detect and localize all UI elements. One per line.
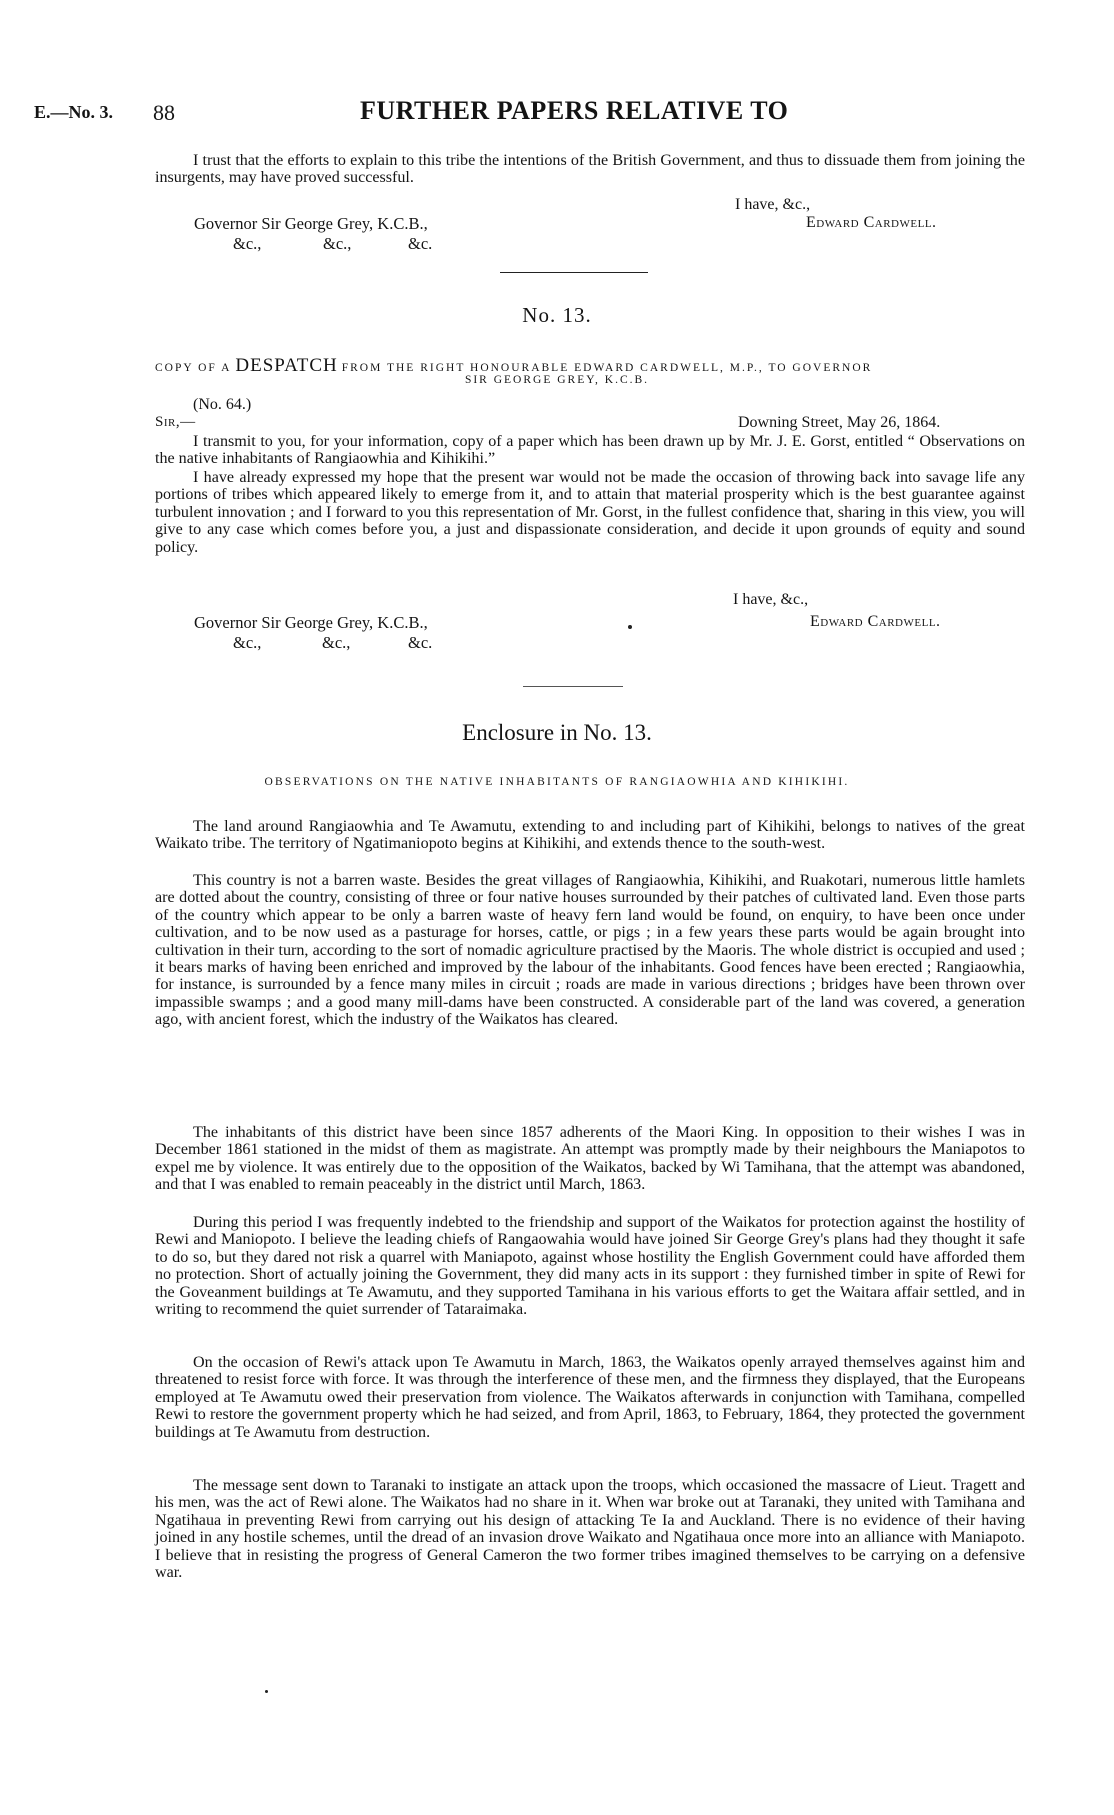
enclosure-paragraph-6: The message sent down to Taranaki to instigate an attack upon the troops, which occasioned the massacre of Lieut. Tragett and his men, was the act of Rewi alone. The Waikatos had no share in it. When war broke out at Taranaki, they united with Tamihana and Ngatihaua in preventing Rewi from carrying out his design of attacking Te Ia and Auckland. There is no evidence of their having joined in any hostile schemes, until the dread of an invasion drove Waikato and Ngatihaua once more into an alliance with Maniapoto. I believe that in resisting the progress of General Cameron the two former tribes imagined themselves to be carrying on a defensive war. xyxy=(155,1477,1025,1582)
despatch-title-prefix: COPY OF A xyxy=(155,362,232,374)
despatch-paragraph-2: I have already expressed my hope that the present war would not be made the occasion of throwing back into savage life any portions of tribes which appeared likely to emerge from it, and to attain that material prosperity which is the best guarantee against turbulent innovation ; and I forward to you this representation of Mr. Gorst, in the fullest confidence that, sharing in this view, you will give to any case which comes before you, a just and dispassionate consideration, and decide it upon grounds of equity and sound policy. xyxy=(155,469,1025,556)
section-divider xyxy=(500,272,648,273)
prev-letter-signature: Edward Cardwell. xyxy=(806,214,937,231)
enclosure-subtitle: OBSERVATIONS ON THE NATIVE INHABITANTS OF RANGIAOWHIA AND KIHIKIHI. xyxy=(264,776,850,788)
enclosure-paragraph-4: During this period I was frequently indebted to the friendship and support of the Waikatos for protection against the hostility of Rewi and Maniopoto. I believe the leading chiefs of Rangaowahia would have joined Sir George Grey's plans had they thought it safe to do so, but they dared not risk a quarrel with Maniapoto, against whose hostility the English Government could have afforded them no protection. Short of actually joining the Government, they did many acts in its support : they furnished timber in spite of Rewi for the Goveanment buildings at Te Awamutu, and they supported Tamihana in his various efforts to get the Waitara affair settled, and in writing to recommend the quiet surrender of Tataraimaka. xyxy=(155,1214,1025,1319)
despatch-signature: Edward Cardwell. xyxy=(810,613,941,630)
despatch-title-word: DESPATCH xyxy=(235,355,338,376)
despatch-number-ref: (No. 64.) xyxy=(193,396,252,413)
despatch-title-line-2: SIR GEORGE GREY, K.C.B. xyxy=(464,374,650,386)
despatch-etc-3: &c. xyxy=(408,633,433,652)
stray-mark xyxy=(628,625,632,629)
despatch-etc-2: &c., xyxy=(322,633,351,652)
page-title: FURTHER PAPERS RELATIVE TO xyxy=(360,96,789,125)
enclosure-paragraph-1: The land around Rangiaowhia and Te Awamutu, extending to and including part of Kihikihi, belongs to natives of the great Waikato tribe. The territory of Ngatimaniopoto begins at Kihikihi, and extends thence to the south-west. xyxy=(155,818,1025,853)
stray-mark-bottom xyxy=(265,1690,268,1693)
prev-letter-closing: I have, &c., xyxy=(735,196,811,213)
despatch-number: No. 13. xyxy=(522,303,592,327)
enclosure-paragraph-2: This country is not a barren waste. Besides the great villages of Rangiaowhia, Kihikihi, and Ruakotari, numerous little hamlets are dotted about the country, consisting of three or four native houses surrounded by their patches of cultivated land. Even those parts of the country which appear to be only a barren waste of heavy fern land would be found, on enquiry, to have been once under cultivation, and to be now used as a pasturage for horses, cattle, or pigs ; in a few years these parts would be again brought into cultivation in their turn, according to the sort of nomadic agriculture practised by the Maoris. The whole district is occupied and used ; it bears marks of having been enriched and improved by the labour of the inhabitants. Good fences have been erected ; Rangiaowhia, for instance, is surrounded by a fence many miles in circuit ; roads are made in various directions ; bridges have been thrown over impassible swamps ; and a good many mill-dams have been constructed. A considerable part of the land was covered, a generation ago, with ancient forest, which the industry of the Waikatos has cleared. xyxy=(155,872,1025,1029)
despatch-place-date: Downing Street, May 26, 1864. xyxy=(738,414,941,431)
prev-letter-addressee: Governor Sir George Grey, K.C.B., xyxy=(194,214,428,233)
enclosure-heading: Enclosure in No. 13. xyxy=(462,720,652,745)
despatch-salutation: Sir,— xyxy=(155,414,196,430)
despatch-paragraph-1: I transmit to you, for your information, copy of a paper which has been drawn up by Mr. J. E. Gorst, entitled “ Observations on the native inhabitants of Rangiaowhia and Kihikihi.” xyxy=(155,433,1025,468)
page-number: 88 xyxy=(153,100,175,125)
despatch-closing: I have, &c., xyxy=(733,591,809,608)
prev-letter-etc-1: &c., xyxy=(233,234,262,253)
prev-letter-etc-3: &c. xyxy=(408,234,433,253)
despatch-title-rest: FROM THE RIGHT HONOURABLE EDWARD CARDWELL, M.P., TO GOVERNOR xyxy=(341,362,873,374)
document-reference: E.—No. 3. xyxy=(34,102,114,122)
enclosure-paragraph-5: On the occasion of Rewi's attack upon Te Awamutu in March, 1863, the Waikatos openly arrayed themselves against him and threatened to resist force with force. It was through the interference of these men, and the firmness they displayed, that the Europeans employed at Te Awamutu owed their preservation from violence. The Waikatos afterwards in conjunction with Tamihana, compelled Rewi to restore the government property which he had seized, and from April, 1863, to February, 1864, they protected the government buildings at Te Awamutu from destruction. xyxy=(155,1354,1025,1441)
prev-letter-body: I trust that the efforts to explain to this tribe the intentions of the British Government, and thus to dissuade them from joining the insurgents, may have proved successful. xyxy=(155,152,1025,187)
despatch-etc-1: &c., xyxy=(233,633,262,652)
despatch-addressee: Governor Sir George Grey, K.C.B., xyxy=(194,613,428,632)
section-divider-short xyxy=(523,686,623,687)
prev-letter-etc-2: &c., xyxy=(323,234,352,253)
enclosure-paragraph-3: The inhabitants of this district have been since 1857 adherents of the Maori King. In opposition to their wishes I was in December 1861 stationed in the midst of them as magistrate. An attempt was promptly made by their neighbours the Maniapotos to expel me by violence. It was entirely due to the opposition of the Waikatos, backed by Wi Tamihana, that the attempt was abandoned, and that I was enabled to remain peaceably in the district until March, 1863. xyxy=(155,1124,1025,1194)
